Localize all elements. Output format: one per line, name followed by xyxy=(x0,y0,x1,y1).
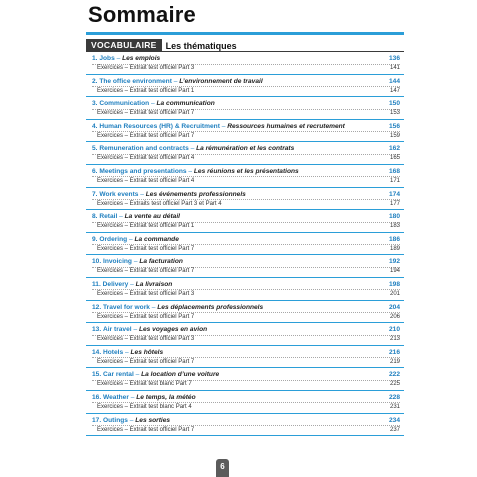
toc-entry-english: Jobs xyxy=(99,55,115,62)
toc-entry-french: Ressources humaines et recrutement xyxy=(227,122,345,130)
toc-entry-dash: – xyxy=(133,258,140,266)
toc-entry-french: La rémunération et les contrats xyxy=(196,145,295,153)
page-number: 6 xyxy=(216,459,229,477)
toc-exercise-page: 153 xyxy=(389,110,400,117)
title-underline xyxy=(86,32,404,35)
toc-entry-dash: – xyxy=(135,371,142,379)
toc-entry-dash: – xyxy=(151,303,158,311)
toc-entry-dash: – xyxy=(221,122,228,130)
toc-entry-title[interactable] xyxy=(92,349,163,356)
toc-exercise-line[interactable] xyxy=(97,155,400,163)
toc-entry-page[interactable]: 204 xyxy=(388,303,400,311)
section-tag: VOCABULAIRE xyxy=(86,39,162,52)
toc-entry-title[interactable] xyxy=(92,258,183,265)
toc-exercise-label: Exercices – Extrait test blanc Part 4 xyxy=(97,403,192,410)
toc-entry-english: Travel for work xyxy=(103,303,150,311)
toc-entry-french: Les événements professionnels xyxy=(145,190,246,198)
toc-entry[interactable] xyxy=(86,255,404,278)
toc-entry-dash: – xyxy=(151,100,157,108)
toc-exercise-label: Exercices – Extrait test officiel Part 7 xyxy=(97,426,195,433)
toc-exercise-label: Exercices – Extrait test officiel Part 3 xyxy=(97,65,195,71)
toc-entry-page[interactable]: 156 xyxy=(388,122,400,130)
toc-entry[interactable] xyxy=(86,368,404,391)
toc-entry[interactable] xyxy=(86,323,404,346)
toc-exercise-page: 213 xyxy=(389,336,400,343)
toc-entry[interactable] xyxy=(86,188,404,211)
toc-entry-dash: – xyxy=(130,393,137,401)
toc-exercise-page: 171 xyxy=(389,177,400,184)
toc-entry-page[interactable]: 144 xyxy=(388,77,400,85)
toc-exercise-line[interactable] xyxy=(97,201,400,209)
toc-entry-title[interactable] xyxy=(92,417,170,424)
toc-exercise-label: Exercices – Extrait test officiel Part 1 xyxy=(97,87,195,94)
toc-entry-number: 14. xyxy=(92,348,102,356)
toc-entry-page[interactable]: 198 xyxy=(388,280,400,288)
toc-entry-number: 17. xyxy=(92,416,102,424)
toc-entry-title[interactable] xyxy=(92,78,263,85)
toc-entry-title[interactable] xyxy=(92,326,207,333)
toc-entry-english: Air travel xyxy=(103,326,132,334)
toc-entry-title[interactable] xyxy=(92,236,179,243)
toc-entry-title[interactable] xyxy=(92,123,345,130)
toc-entry-number: 13. xyxy=(92,326,102,334)
toc-exercise-label: Exercices – Extrait test blanc Part 7 xyxy=(97,381,192,388)
toc-entry-french: La facturation xyxy=(139,258,183,266)
toc-entry-english: Meetings and presentations xyxy=(99,167,187,175)
toc-entry-number: 10. xyxy=(92,258,102,266)
toc-exercise-line[interactable] xyxy=(97,110,400,118)
toc-exercise-label: Exercices – Extrait test officiel Part 7 xyxy=(97,358,195,365)
toc-entry-french: Les réunions et les présentations xyxy=(193,167,299,175)
toc-exercise-label: Exercices – Extrait test officiel Part 3 xyxy=(97,290,195,297)
toc-entry-english: The office environment xyxy=(99,77,172,85)
toc-entry-dash: – xyxy=(116,55,123,62)
toc-exercise-label: Exercices – Extraits test officiel Part 3 et Part 4 xyxy=(97,200,222,207)
toc-entry-dash: – xyxy=(130,280,136,288)
toc-exercise-page: 237 xyxy=(389,426,400,433)
toc-entry-dash: – xyxy=(133,326,139,334)
toc-entry-english: Car rental xyxy=(103,371,134,379)
toc-exercise-label: Exercices – Extrait test officiel Part 4 xyxy=(97,155,195,162)
toc-entry-number: 8. xyxy=(92,213,98,221)
toc-entry-dash: – xyxy=(190,145,197,153)
toc-exercise-line[interactable] xyxy=(97,427,400,435)
toc-exercise-page: 159 xyxy=(389,132,400,139)
table-of-contents xyxy=(86,52,404,436)
toc-entry-title[interactable] xyxy=(92,304,263,311)
toc-exercise-line[interactable] xyxy=(97,404,400,412)
toc-entry-dash: – xyxy=(119,213,125,221)
toc-entry-title[interactable] xyxy=(92,100,215,107)
toc-exercise-page: 194 xyxy=(389,268,400,275)
toc-entry-number: 1. xyxy=(92,55,98,62)
toc-exercise-line[interactable] xyxy=(97,314,400,322)
toc-exercise-line[interactable] xyxy=(97,359,400,367)
toc-entry-french: La communication xyxy=(156,100,215,108)
toc-entry[interactable] xyxy=(86,120,404,143)
toc-entry-page[interactable]: 192 xyxy=(388,258,400,266)
toc-entry-title[interactable] xyxy=(92,55,160,62)
toc-entry-number: 15. xyxy=(92,371,102,379)
toc-entry-english: Communication xyxy=(99,100,150,108)
toc-exercise-page: 206 xyxy=(389,313,400,320)
toc-exercise-line[interactable] xyxy=(97,223,400,231)
toc-exercise-line[interactable] xyxy=(97,178,400,186)
toc-entry-page[interactable]: 210 xyxy=(388,326,400,334)
toc-exercise-line[interactable] xyxy=(97,381,400,389)
toc-entry-number: 6. xyxy=(92,167,98,175)
toc-exercise-label: Exercices – Extrait test officiel Part 7 xyxy=(97,132,195,139)
toc-exercise-page: 231 xyxy=(389,403,400,410)
toc-entry-page[interactable]: 234 xyxy=(388,416,400,424)
toc-entry-dash: – xyxy=(129,416,136,424)
toc-entry-english: Ordering xyxy=(99,235,128,243)
toc-exercise-line[interactable] xyxy=(97,88,400,96)
toc-entry-title[interactable] xyxy=(92,281,172,288)
toc-entry-french: L’environnement de travail xyxy=(179,77,263,85)
toc-entry-dash: – xyxy=(173,77,180,85)
toc-entry-page[interactable]: 228 xyxy=(388,393,400,401)
entry-divider xyxy=(86,435,404,436)
toc-entry[interactable] xyxy=(86,391,404,414)
toc-entry-title[interactable] xyxy=(92,145,294,152)
toc-entry-english: Work events xyxy=(99,190,139,198)
toc-exercise-line[interactable] xyxy=(97,336,400,344)
toc-entry-title[interactable] xyxy=(92,168,299,175)
toc-entry-english: Weather xyxy=(103,393,129,401)
section-title: Les thématiques xyxy=(165,40,237,51)
toc-entry[interactable] xyxy=(86,301,404,324)
toc-entry-number: 16. xyxy=(92,393,102,401)
toc-exercise-label: Exercices – Extrait test officiel Part 7 xyxy=(97,268,195,275)
toc-exercise-label: Exercices – Extrait test officiel Part 7 xyxy=(97,110,195,117)
toc-exercise-page: 165 xyxy=(389,155,400,162)
toc-entry-page[interactable]: 180 xyxy=(388,213,400,221)
toc-exercise-page: 219 xyxy=(389,358,400,365)
toc-entry-title[interactable] xyxy=(92,213,180,220)
toc-exercise-line[interactable] xyxy=(97,133,400,141)
toc-exercise-line[interactable] xyxy=(97,65,400,73)
toc-entry-page[interactable]: 162 xyxy=(388,145,400,153)
toc-entry-dash: – xyxy=(129,235,135,243)
toc-exercise-page: 225 xyxy=(389,381,400,388)
toc-entry-page[interactable]: 168 xyxy=(388,167,400,175)
toc-entry-english: Remuneration and contracts xyxy=(99,145,189,153)
toc-entry-title[interactable] xyxy=(92,371,219,378)
toc-exercise-label: Exercices – Extrait test officiel Part 7 xyxy=(97,245,195,252)
toc-entry-dash: – xyxy=(125,348,131,356)
toc-exercise-line[interactable] xyxy=(97,291,400,299)
toc-entry-english: Human Resources (HR) & Recruitment xyxy=(99,122,220,130)
toc-entry-page[interactable]: 136 xyxy=(388,55,400,62)
toc-exercise-label: Exercices – Extrait test officiel Part 1 xyxy=(97,223,195,230)
toc-entry-number: 7. xyxy=(92,190,98,198)
toc-exercise-line[interactable] xyxy=(97,268,400,276)
toc-entry-title[interactable] xyxy=(92,191,246,198)
toc-entry-french: La commande xyxy=(134,235,179,243)
toc-exercise-label: Exercices – Extrait test officiel Part 7 xyxy=(97,313,195,320)
toc-exercise-page: 141 xyxy=(389,65,400,71)
toc-entry-number: 5. xyxy=(92,145,98,153)
toc-exercise-line[interactable] xyxy=(97,246,400,254)
toc-entry[interactable] xyxy=(86,233,404,256)
toc-entry-number: 4. xyxy=(92,122,98,130)
page-title: Sommaire xyxy=(88,2,196,27)
toc-entry-french: La livraison xyxy=(135,280,173,288)
toc-exercise-label: Exercices – Extrait test officiel Part 4 xyxy=(97,177,195,184)
toc-exercise-label: Exercices – Extrait test officiel Part 3 xyxy=(97,336,195,343)
toc-entry-page[interactable]: 222 xyxy=(388,371,400,379)
toc-entry-french: Les voyages en avion xyxy=(138,326,208,334)
toc-entry[interactable] xyxy=(86,414,404,437)
toc-entry-french: La location d’une voiture xyxy=(141,371,220,379)
toc-exercise-page: 189 xyxy=(389,245,400,252)
toc-entry-french: Les hôtels xyxy=(130,348,164,356)
toc-entry[interactable] xyxy=(86,75,404,98)
toc-exercise-page: 201 xyxy=(389,290,400,297)
toc-entry-page[interactable]: 216 xyxy=(388,348,400,356)
toc-entry-english: Outings xyxy=(103,416,128,424)
toc-entry[interactable] xyxy=(86,346,404,369)
toc-entry-french: Le temps, la météo xyxy=(136,393,196,401)
toc-exercise-page: 183 xyxy=(389,223,400,230)
toc-entry-english: Hotels xyxy=(103,348,124,356)
toc-entry-number: 9. xyxy=(92,235,98,243)
toc-entry[interactable] xyxy=(86,97,404,120)
toc-entry-english: Invoicing xyxy=(103,258,132,266)
toc-entry-english: Retail xyxy=(99,213,118,221)
toc-entry-number: 11. xyxy=(92,280,101,288)
toc-entry-number: 3. xyxy=(92,100,98,108)
toc-entry-dash: – xyxy=(140,190,146,198)
toc-entry-french: Les déplacements professionnels xyxy=(157,303,264,311)
toc-entry-title[interactable] xyxy=(92,394,196,401)
toc-entry-number: 12. xyxy=(92,303,102,311)
toc-entry-french: Les emplois xyxy=(122,55,161,62)
toc-entry-french: La vente au détail xyxy=(124,213,180,221)
toc-entry[interactable] xyxy=(86,278,404,301)
toc-entry-page[interactable]: 186 xyxy=(388,235,400,243)
toc-entry-french: Les sorties xyxy=(135,416,171,424)
toc-entry-english: Delivery xyxy=(102,280,129,288)
toc-entry[interactable] xyxy=(86,142,404,165)
toc-entry[interactable] xyxy=(86,210,404,233)
toc-exercise-page: 177 xyxy=(389,200,400,207)
toc-entry-number: 2. xyxy=(92,77,98,85)
toc-entry-page[interactable]: 150 xyxy=(388,100,400,108)
toc-entry-dash: – xyxy=(188,167,194,175)
toc-entry[interactable] xyxy=(86,165,404,188)
toc-exercise-page: 147 xyxy=(389,87,400,94)
toc-entry-page[interactable]: 174 xyxy=(388,190,400,198)
toc-entry[interactable] xyxy=(86,52,404,75)
